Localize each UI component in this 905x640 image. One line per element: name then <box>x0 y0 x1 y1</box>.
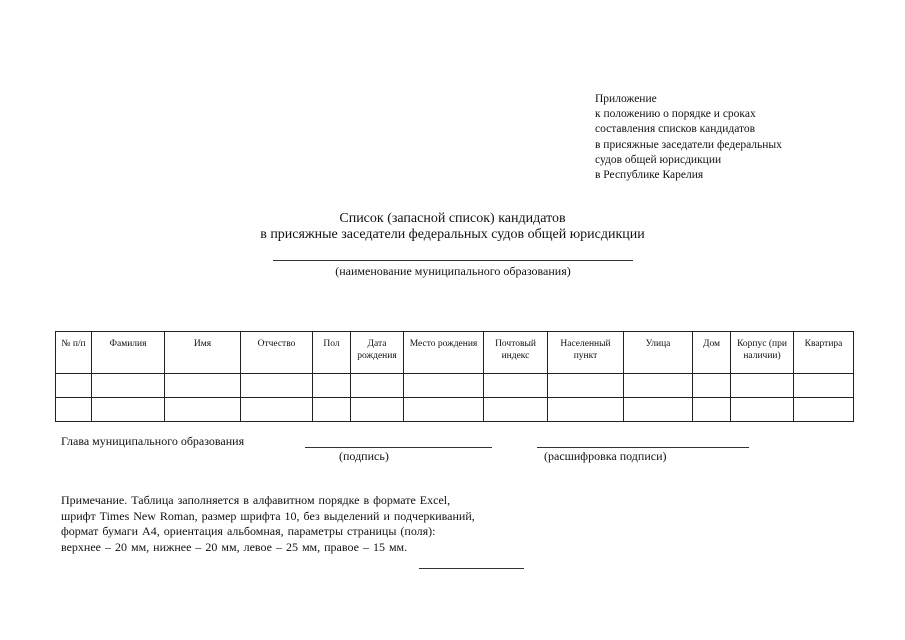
table-cell[interactable] <box>624 374 693 398</box>
column-header-sex: Пол <box>313 332 351 374</box>
column-header-name: Имя <box>165 332 241 374</box>
table-cell[interactable] <box>731 398 794 422</box>
table-cell[interactable] <box>484 374 548 398</box>
table-cell[interactable] <box>794 398 854 422</box>
note-line: формат бумаги А4, ориентация альбомная, параметры страницы (поля): <box>61 524 436 538</box>
table-cell[interactable] <box>794 374 854 398</box>
municipality-fill-line[interactable] <box>273 260 633 261</box>
appendix-line: Приложение <box>595 93 657 105</box>
table-row <box>56 398 854 422</box>
table-cell[interactable] <box>351 374 404 398</box>
candidates-table <box>55 331 854 422</box>
table-cell[interactable] <box>165 398 241 422</box>
appendix-line: составления списков кандидатов <box>595 123 756 136</box>
title-line-2: в присяжные заседатели федеральных судов общей юрисдикции <box>260 227 645 242</box>
table-cell[interactable] <box>548 398 624 422</box>
table-cell[interactable] <box>92 374 165 398</box>
appendix-line: в Республике Карелия <box>595 169 704 182</box>
column-header-surname: Фамилия <box>92 332 165 374</box>
table-header-row <box>56 332 854 374</box>
signature-decoding-caption: (расшифровка подписи) <box>544 449 667 463</box>
appendix-header <box>595 92 782 183</box>
note-line: верхнее – 20 мм, нижнее – 20 мм, левое – 25 мм, правое – 15 мм. <box>61 539 408 554</box>
column-header-apartment: Квартира <box>794 332 854 374</box>
column-header-building: Корпус (при наличии) <box>731 332 794 374</box>
table-cell[interactable] <box>56 374 92 398</box>
document-title <box>0 211 905 243</box>
municipality-caption: (наименование муниципального образования) <box>335 264 571 278</box>
table-cell[interactable] <box>693 398 731 422</box>
table-cell[interactable] <box>731 374 794 398</box>
column-header-patronymic: Отчество <box>241 332 313 374</box>
column-header-postal-code: Почтовый индекс <box>484 332 548 374</box>
column-header-street: Улица <box>624 332 693 374</box>
table-cell[interactable] <box>56 398 92 422</box>
closing-rule <box>419 568 524 569</box>
signature-caption: (подпись) <box>339 449 389 463</box>
appendix-line: судов общей юрисдикции <box>595 153 722 166</box>
column-header-number: № п/п <box>56 332 92 374</box>
column-header-birth-date: Дата рождения <box>351 332 404 374</box>
table-cell[interactable] <box>624 398 693 422</box>
column-header-house: Дом <box>693 332 731 374</box>
table-cell[interactable] <box>351 398 404 422</box>
table-cell[interactable] <box>693 374 731 398</box>
table-cell[interactable] <box>165 374 241 398</box>
table-cell[interactable] <box>548 374 624 398</box>
note-block <box>61 493 475 555</box>
table-cell[interactable] <box>404 398 484 422</box>
signature-fill-line[interactable] <box>305 447 492 448</box>
column-header-locality: Населенный пункт <box>548 332 624 374</box>
appendix-line: к положению о порядке и сроках <box>595 108 756 121</box>
appendix-line: в присяжные заседатели федеральных <box>595 138 782 151</box>
note-line: Примечание. Таблица заполняется в алфавитном порядке в формате Excel, <box>61 493 451 507</box>
table-cell[interactable] <box>241 374 313 398</box>
column-header-birth-place: Место рождения <box>404 332 484 374</box>
table-cell[interactable] <box>484 398 548 422</box>
note-line: шрифт Times New Roman, размер шрифта 10, без выделений и подчеркиваний, <box>61 508 475 523</box>
table-cell[interactable] <box>92 398 165 422</box>
signature-decoding-fill-line[interactable] <box>537 447 749 448</box>
table-row <box>56 374 854 398</box>
table-cell[interactable] <box>241 398 313 422</box>
table-cell[interactable] <box>313 398 351 422</box>
signature-label: Глава муниципального образования <box>61 434 245 448</box>
table-cell[interactable] <box>404 374 484 398</box>
table-cell[interactable] <box>313 374 351 398</box>
title-line-1: Список (запасной список) кандидатов <box>339 211 566 226</box>
